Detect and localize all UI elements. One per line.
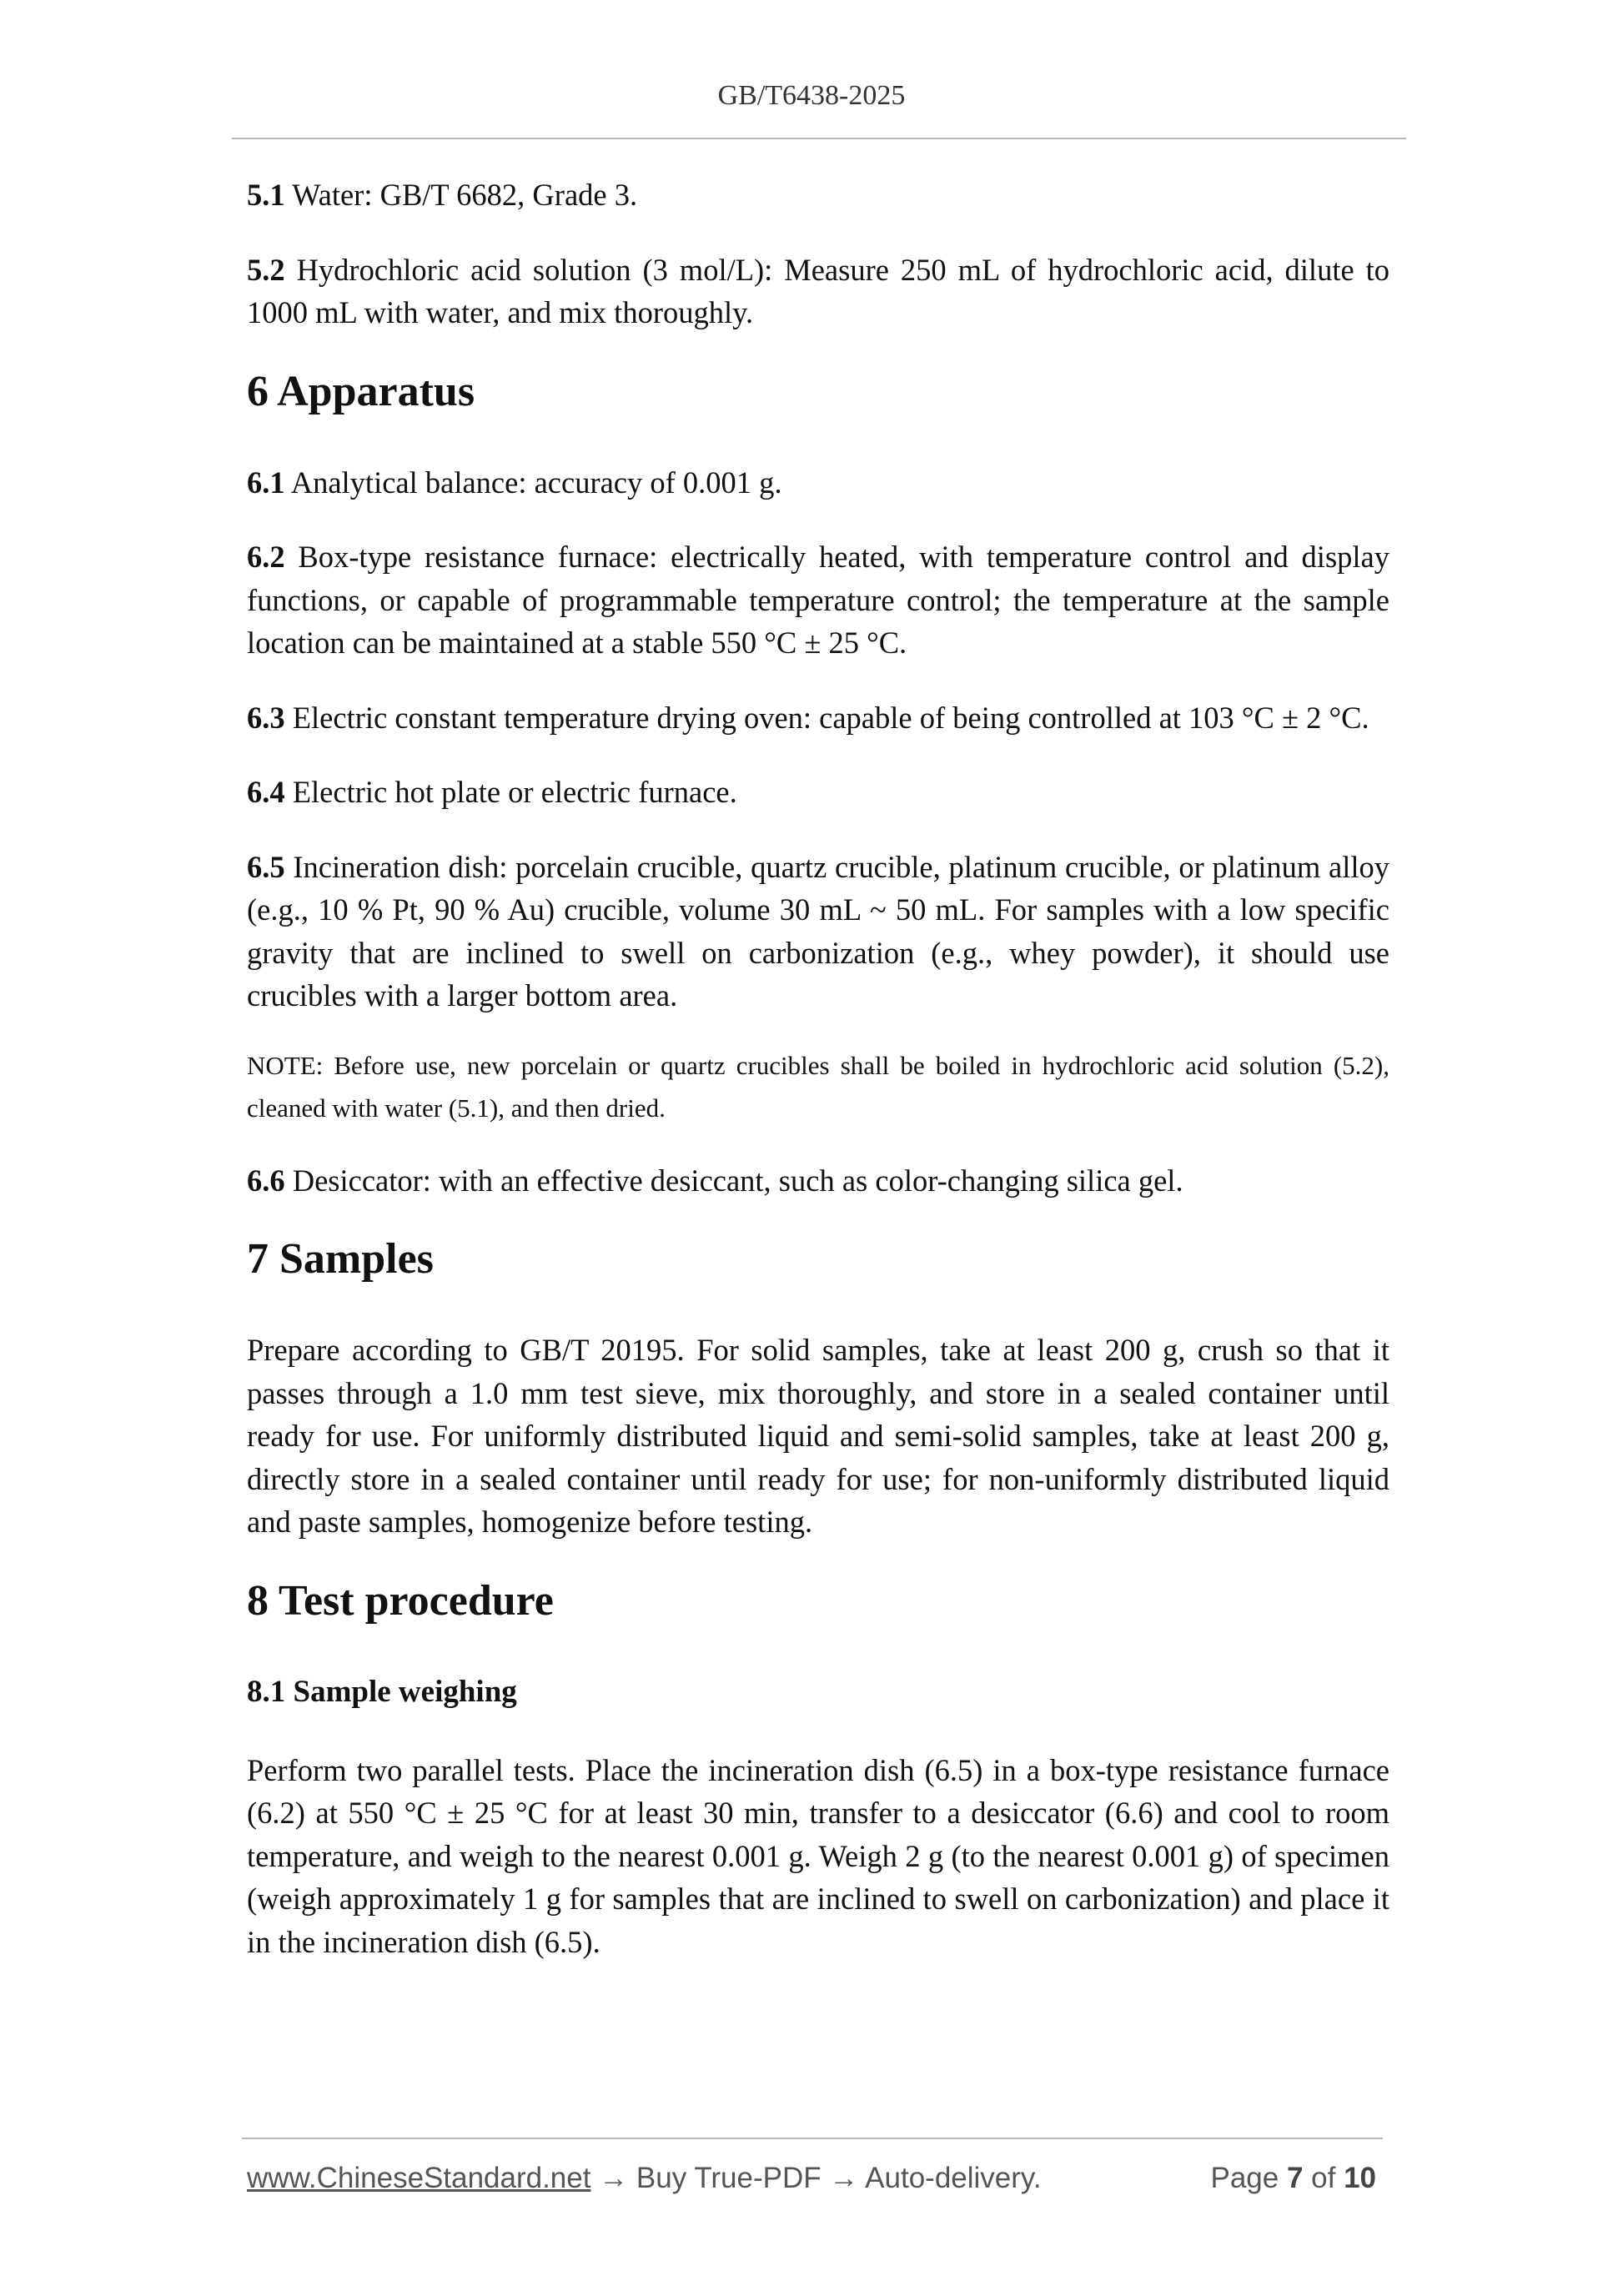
- clause-text: Desiccator: with an effective desiccant, such as color-changing silica gel.: [284, 1163, 1183, 1198]
- document-body: [247, 173, 1389, 1995]
- total-pages-number: 10: [1344, 2162, 1376, 2194]
- clause-text: Box-type resistance furnace: electrically heated, with temperature control and display functions, or capable of programmable temperature control; the temperature at the sample location can be maintained at a stable 550 °C ± 25 °C.: [247, 540, 1389, 660]
- clause-6-3: [247, 696, 1389, 740]
- clause-6-6: [247, 1159, 1389, 1203]
- clause-number: 6.3: [247, 700, 285, 735]
- clause-5-2: [247, 249, 1389, 334]
- clause-6-1: [247, 461, 1389, 505]
- page-label: Page: [1210, 2162, 1287, 2194]
- header-divider: [232, 138, 1406, 139]
- sample-weighing-paragraph: Perform two parallel tests. Place the incineration dish (6.5) in a box-type resistance furnace (6.2) at 550 °C ± 25 °C for at least 30 min, transfer to a desiccator (6.6) and cool to room temperature, and weigh to the nearest 0.001 g. Weigh 2 g (to the nearest 0.001 g) of specimen (weigh approximately 1 g for samples that are inclined to swell on carbonization) and place it in the incineration dish (6.5).: [247, 1752, 1389, 1959]
- clause-text: Electric constant temperature drying oven: capable of being controlled at 103 °C ± 2 °C.: [284, 700, 1369, 735]
- clause-number: 5.2: [247, 252, 285, 287]
- footer-tagline: → Buy True-PDF → Auto-delivery.: [590, 2162, 1042, 2194]
- clause-number: 6.2: [247, 540, 285, 574]
- clause-text: Hydrochloric acid solution (3 mol/L): Measure 250 mL of hydrochloric acid, dilute to 1000 mL with water, and mix thoroughly.: [247, 252, 1389, 329]
- website-link[interactable]: www.ChineseStandard.net: [247, 2162, 591, 2194]
- heading-apparatus: 6 Apparatus: [247, 367, 475, 415]
- of-label: of: [1303, 2162, 1344, 2194]
- clause-number: 6.4: [247, 775, 285, 809]
- clause-6-5: [247, 846, 1389, 1017]
- heading-samples: 7 Samples: [247, 1235, 434, 1283]
- clause-5-1: [247, 173, 1389, 217]
- clause-text: Analytical balance: accuracy of 0.001 g.: [284, 465, 782, 500]
- footer-promo: [247, 2162, 1042, 2195]
- heading-test-procedure: 8 Test procedure: [247, 1576, 554, 1625]
- clause-number: 6.6: [247, 1163, 285, 1198]
- document-id-header: GB/T6438-2025: [717, 80, 906, 111]
- current-page-number: 7: [1286, 2162, 1304, 2194]
- note-6-5: NOTE: Before use, new porcelain or quartz crucibles shall be boiled in hydrochloric acid solution (5.2), cleaned with water (5.1), and then dried.: [247, 1050, 1389, 1123]
- samples-paragraph: Prepare according to GB/T 20195. For solid samples, take at least 200 g, crush so that it passes through a 1.0 mm test sieve, mix thoroughly, and store in a sealed container until ready for use. For uniformly distributed liquid and semi-solid samples, take at least 200 g, directly store in a sealed container until ready for use; for non-uniformly distributed liquid and paste samples, homogenize before testing.: [247, 1333, 1389, 1539]
- heading-sample-weighing: 8.1 Sample weighing: [247, 1674, 517, 1709]
- clause-6-2: [247, 535, 1389, 665]
- clause-text: Water: GB/T 6682, Grade 3.: [284, 178, 638, 212]
- page-footer: [247, 2162, 1381, 2203]
- footer-divider: [242, 2138, 1383, 2139]
- clause-number: 6.1: [247, 465, 285, 500]
- clause-number: 6.5: [247, 849, 285, 884]
- clause-6-4: [247, 771, 1389, 814]
- page-indicator: [1210, 2162, 1376, 2195]
- clause-number: 5.1: [247, 178, 285, 212]
- clause-text: Electric hot plate or electric furnace.: [284, 775, 737, 809]
- clause-text: Incineration dish: porcelain crucible, quartz crucible, platinum crucible, or platinum alloy (e.g., 10 % Pt, 90 % Au) crucible, volume 30 mL ~ 50 mL. For samples with a low specific gravity that are inclined to swell on carbonization (e.g., whey powder), it should use crucibles with a larger bottom area.: [247, 849, 1389, 1012]
